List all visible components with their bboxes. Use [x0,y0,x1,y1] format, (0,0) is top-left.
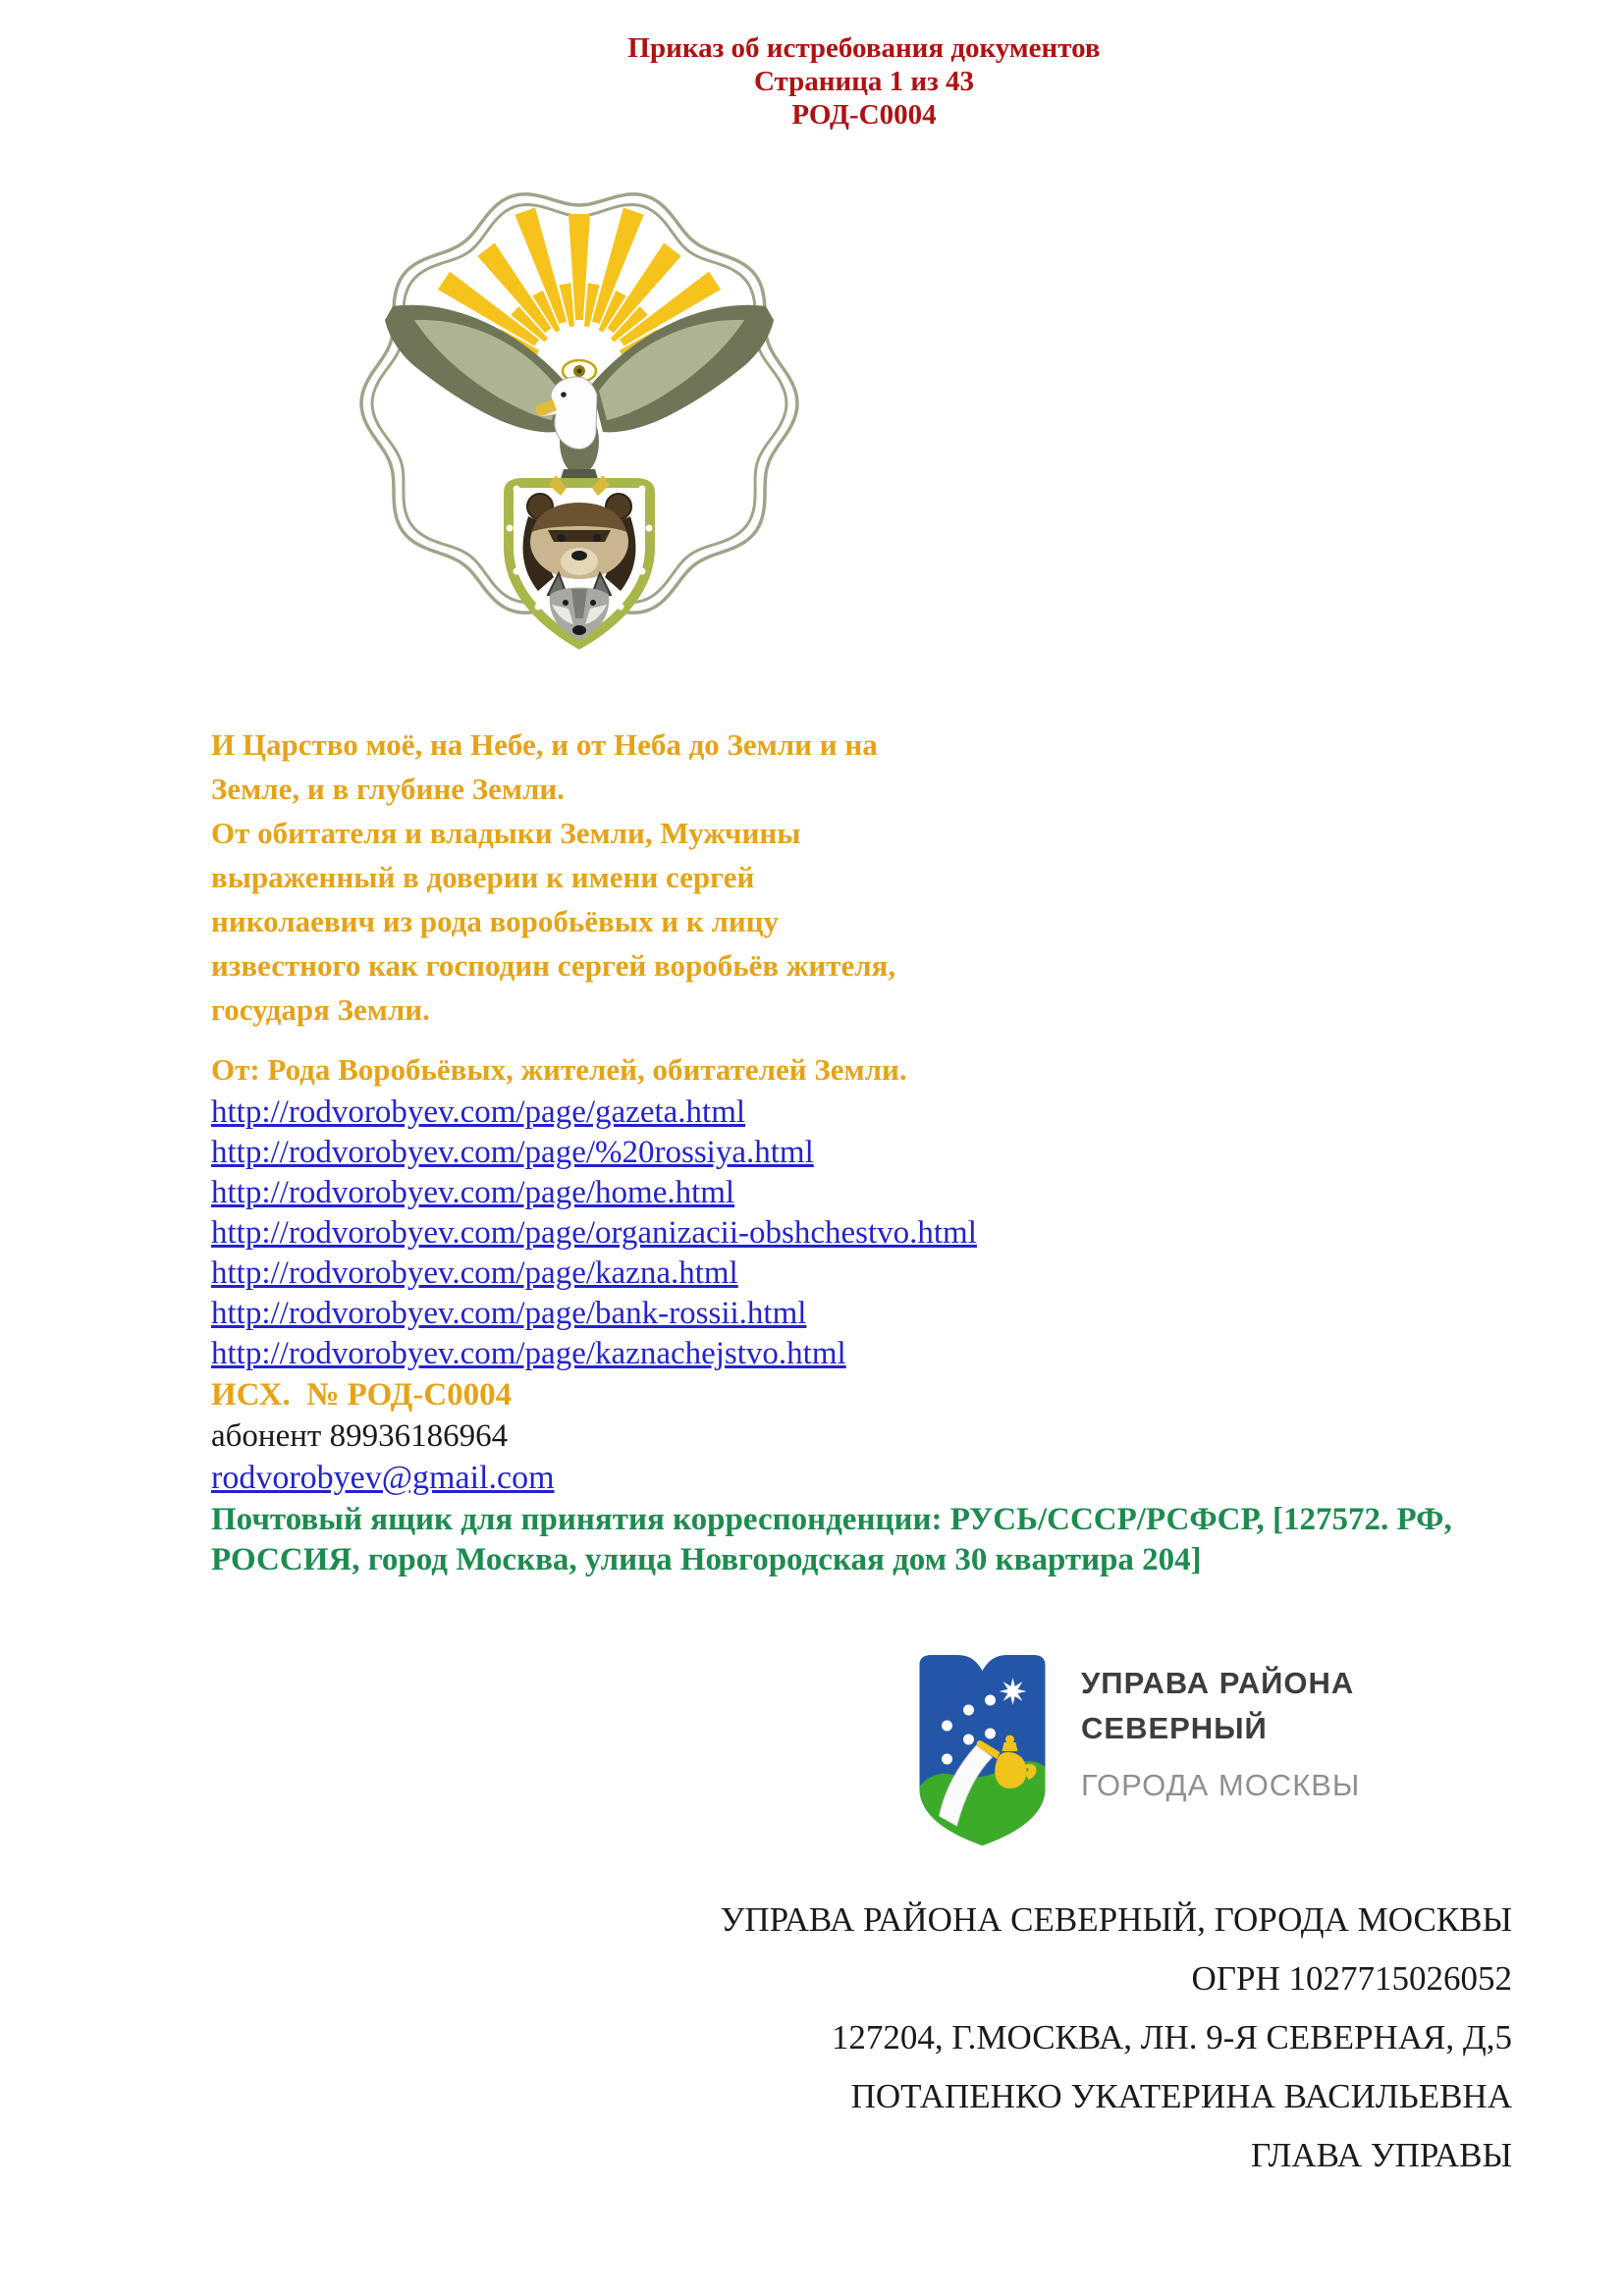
subscriber-phone: абонент 89936186964 [211,1418,509,1454]
bear-icon [523,494,636,591]
uprava-logo-line3: ГОРОДА МОСКВЫ [1081,1768,1361,1802]
requisites-line: 127204, Г.МОСКВА, ЛН. 9-Я СЕВЕРНАЯ, Д,5 [831,2018,1512,2056]
doc-page-number: Страница 1 из 43 [753,66,975,97]
link-kaznachejstvo[interactable]: http://rodvorobyev.com/page/kaznachejstvo.html [211,1336,846,1371]
rod-emblem [353,183,805,654]
doc-title: Приказ об истребования документов [627,32,1101,64]
link-bank-rossii[interactable]: http://rodvorobyev.com/page/bank-rossii.html [211,1296,807,1331]
proclamation-line: известного как господин сергей воробьёв жителя, [211,948,896,983]
rod-emblem-graphic [353,183,805,654]
proclamation-line: Земле, и в глубине Земли. [211,772,565,806]
letter-body [211,722,1522,1580]
document-header [211,31,1517,132]
email-link[interactable]: rodvorobyev@gmail.com [211,1460,555,1496]
link-gazeta[interactable]: http://rodvorobyev.com/page/gazeta.html [211,1095,746,1130]
doc-code: РОД-С0004 [791,99,937,131]
postal-address [211,1500,1522,1580]
proclamation-line: От обитателя и владыки Земли, Мужчины [211,816,801,850]
proclamation-line: И Царство моё, на Небе, и от Неба до Земли и на [211,727,878,762]
outgoing-ref-number: ИСХ. № РОД-С0004 [211,1377,513,1413]
uprava-logo-text [1081,1649,1360,1808]
postal-line: Почтовый ящик для принятия корреспонденции: РУСЬ/СССР/РСФСР, [127572. РФ, [211,1502,1452,1537]
requisites-line: УПРАВА РАЙОНА СЕВЕРНЫЙ, ГОРОДА МОСКВЫ [720,1900,1512,1939]
uprava-logo-line2: СЕВЕРНЫЙ [1081,1711,1268,1745]
uprava-requisites [285,1891,1512,2185]
requisites-line: ГЛАВА УПРАВЫ [1251,2136,1512,2174]
link-home[interactable]: http://rodvorobyev.com/page/home.html [211,1175,735,1210]
postal-line: РОССИЯ, город Москва, улица Новгородская дом 30 квартира 204] [211,1542,1202,1577]
heraldic-shield-icon [507,483,653,644]
requisites-line: ПОТАПЕНКО УКАТЕРИНА ВАСИЛЬЕВНА [850,2077,1512,2115]
proclamation-text [211,722,1522,1032]
link-organizacii[interactable]: http://rodvorobyev.com/page/organizacii-obshchestvo.html [211,1215,977,1251]
proclamation-line: выраженный в доверии к имени сергей [211,860,755,894]
link-rossiya[interactable]: http://rodvorobyev.com/page/%20rossiya.html [211,1135,814,1170]
proclamation-line: государя Земли. [211,992,430,1027]
uprava-logo [913,1649,1360,1849]
link-kazna[interactable]: http://rodvorobyev.com/page/kazna.html [211,1255,738,1291]
requisites-line: ОГРН 1027715026052 [1191,1959,1512,1998]
links-list [211,1093,1522,1374]
from-line: От: Рода Воробьёвых, жителей, обитателей Земли. [211,1052,907,1087]
proclamation-line: николаевич из рода воробьёвых и к лицу [211,904,780,938]
uprava-shield-icon [913,1649,1052,1849]
uprava-logo-line1: УПРАВА РАЙОНА [1081,1666,1355,1700]
